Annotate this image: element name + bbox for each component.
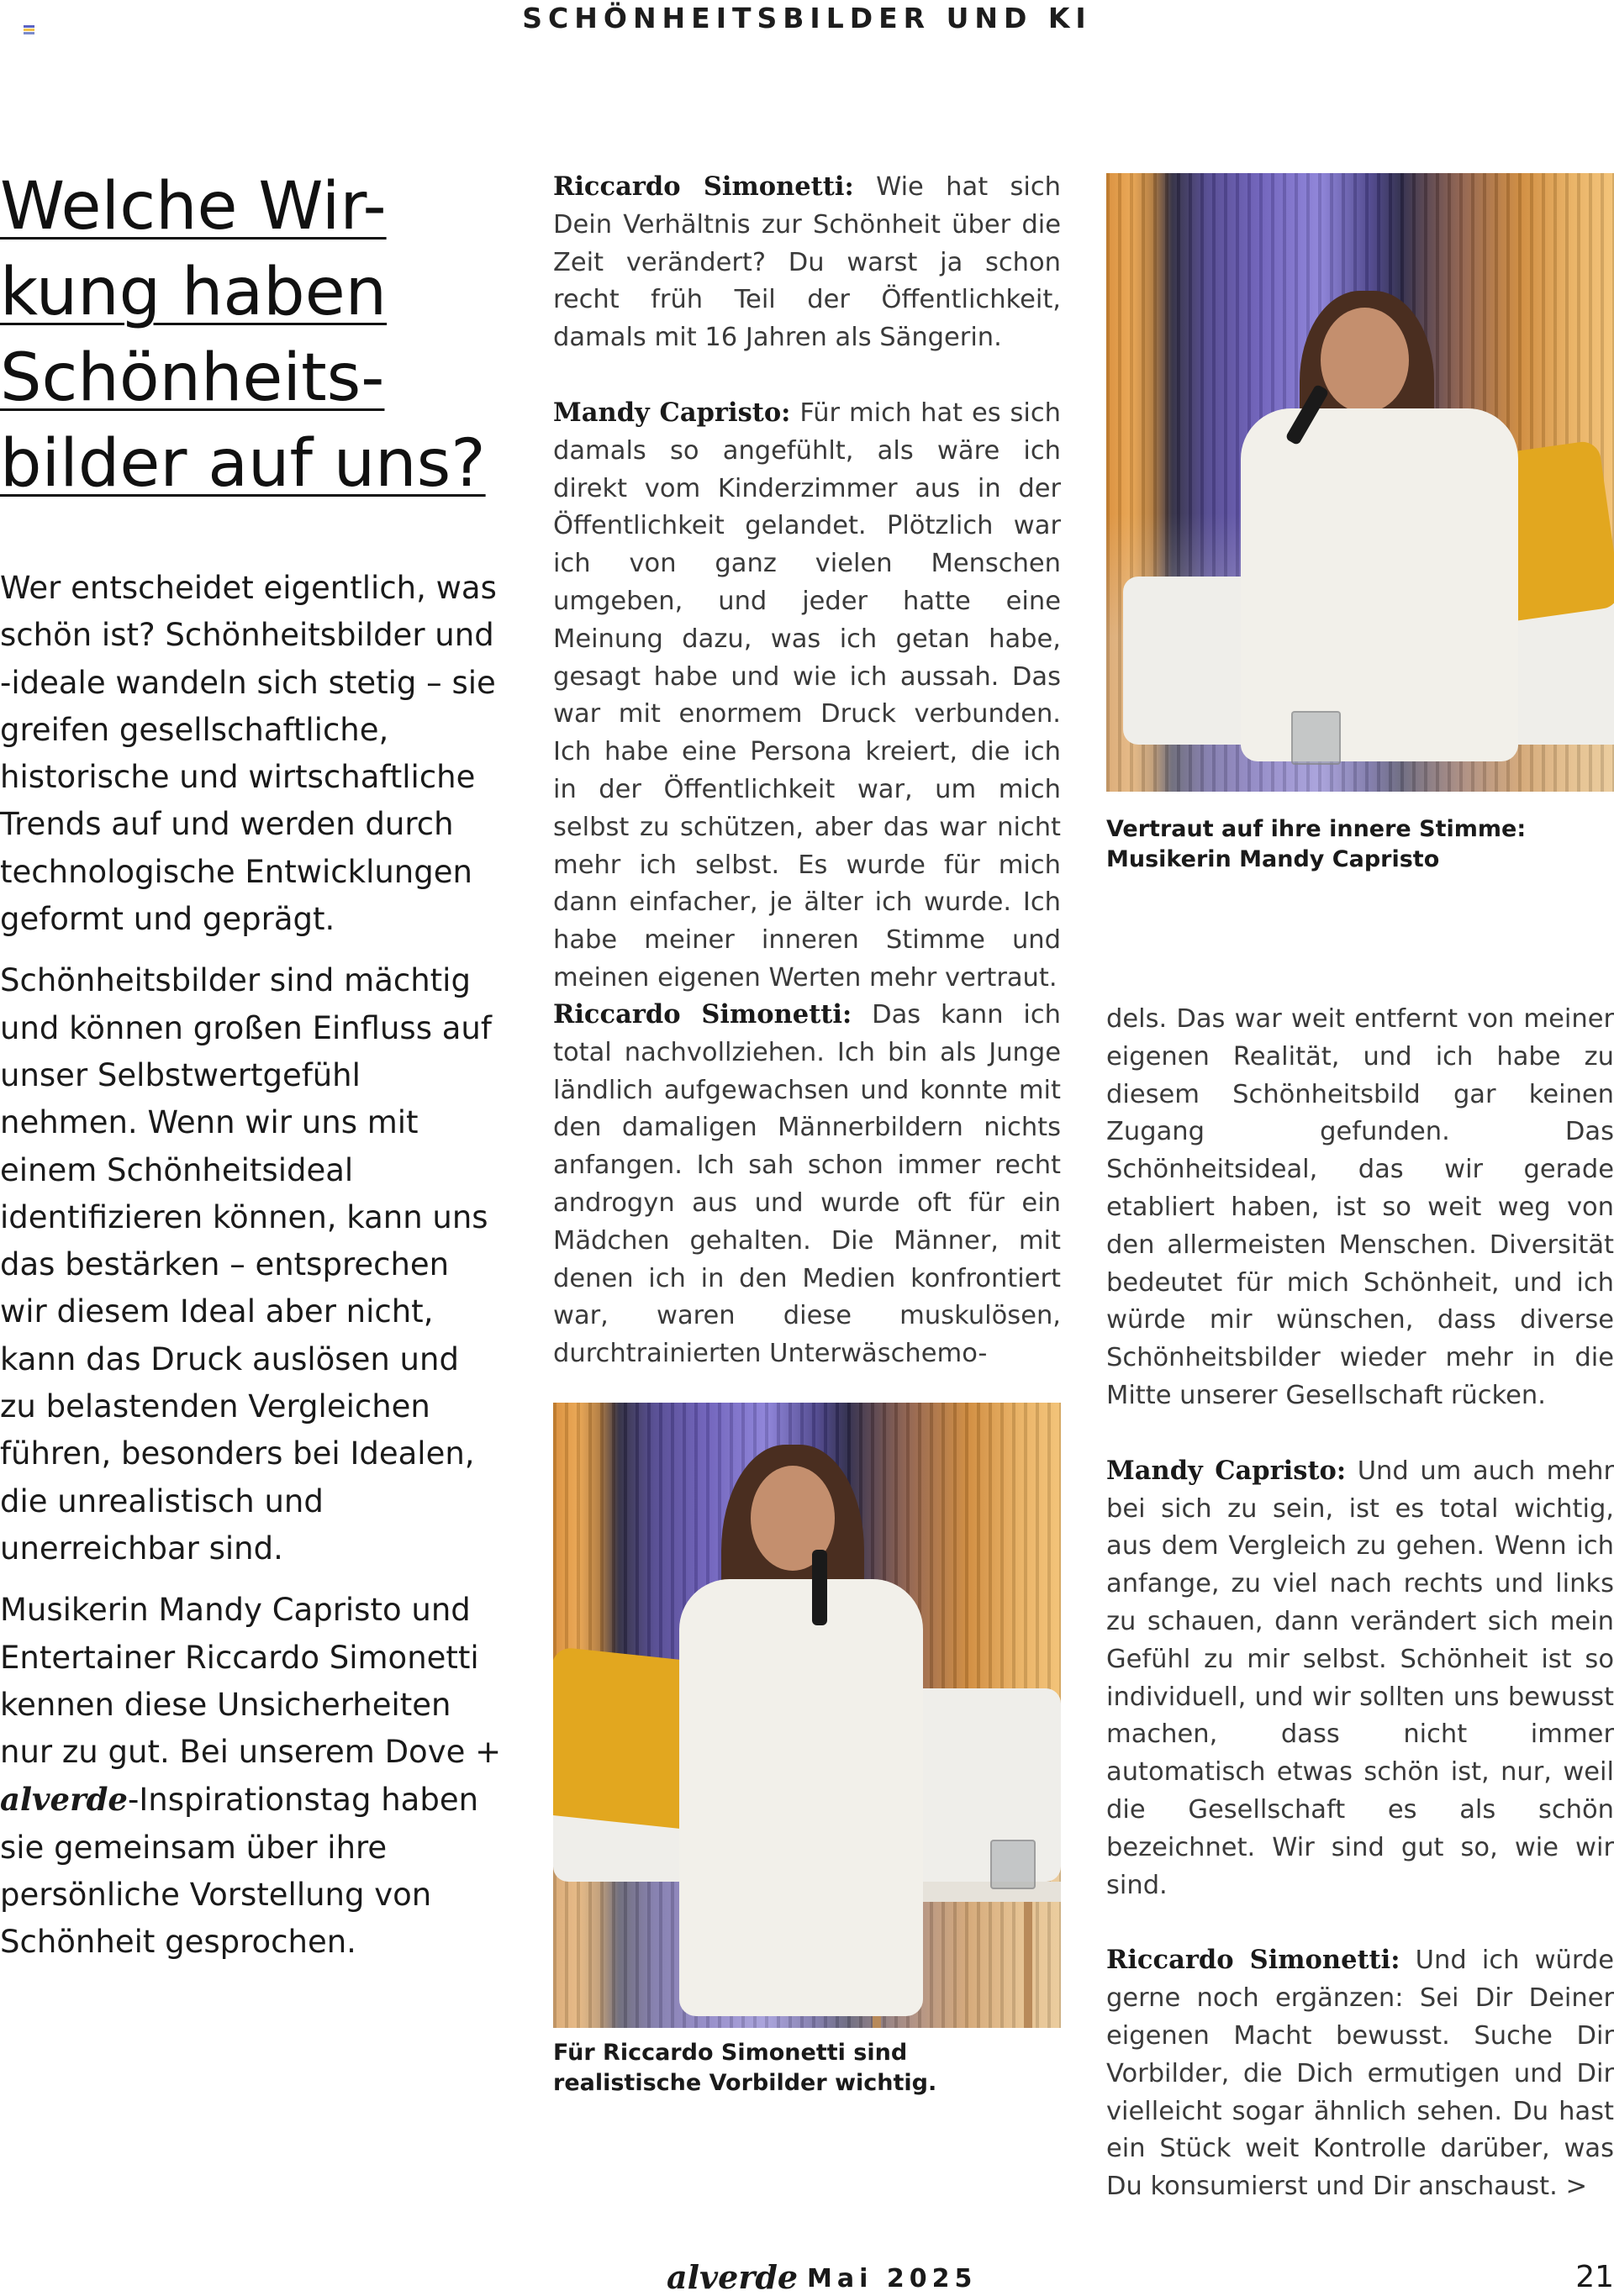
- footer-issue-date: Mai 2025: [807, 2264, 978, 2293]
- speaker-name: Mandy Capristo:: [553, 397, 791, 428]
- speaker-name: Riccardo Simonetti:: [553, 171, 854, 202]
- headline-line: bilder auf uns?: [0, 426, 486, 502]
- dress-shape: [1241, 408, 1518, 761]
- answer-text: dels. Das war weit entfernt von meiner eigenen Realität, und ich habe zu diesem Schönheitsbild gar keinen Zugang gefunden. Das Schönheitsideal, das wir gerade etabliert haben, ist so weit weg von den allermeisten Menschen. Diversität bedeutet für mich Schönheit, und ich würde mir wünschen, dass diverse Schönheitsbilder wieder mehr in die Mitte unserer Gesellschaft rücken.: [1106, 1004, 1614, 1410]
- interview-answer: [1106, 1452, 1614, 1905]
- photo-caption: Für Riccardo Simonetti sind realistische Vorbilder wichtig.: [553, 2040, 937, 2096]
- answer-text: Und um auch mehr bei sich zu sein, ist es total wichtig, aus dem Vergleich zu gehen. Wenn ich anfange, zu viel nach rechts und links zu schauen, dann verändert sich mein Gefühl zu mir selbst. Schönheit ist so individuell, und wir sollten uns bewusst machen, dass nicht immer automatisch etwas schön ist, nur, weil die Gesellschaft es als schön bezeichnet. Wir sind gut so, wie wir sind.: [1106, 1456, 1614, 1900]
- head-shape: [1321, 308, 1409, 413]
- glass-shape: [1291, 711, 1341, 765]
- intro-text-segment: -Inspirationstag haben sie gemeinsam über ihre persönliche Vorstellung von Schönheit gesprochen.: [0, 1782, 479, 1961]
- speaker-name: Riccardo Simonetti:: [1106, 1945, 1400, 1976]
- speaker-name: Riccardo Simonetti:: [553, 999, 852, 1030]
- article-headline: [0, 164, 504, 507]
- intro-paragraph: Wer entscheidet eigentlich, was schön ist? Schönheitsbilder und -ideale wandeln sich stetig – sie greifen gesellschaftliche, historische und wirtschaftliche Trends auf und werden durch technologische Entwicklungen geformt und geprägt.: [0, 570, 497, 938]
- section-header: SCHÖNHEITSBILDER UND KI: [522, 2, 1092, 34]
- microphone-shape: [812, 1550, 827, 1625]
- page-number: 21: [1575, 2260, 1614, 2294]
- answer-text: Und ich würde gerne noch ergänzen: Sei Dir Deiner eigenen Macht bewusst. Suche Dir Vorbilder, die Dich ermutigen und Dir vielleicht sogar ähnlich sehen. Du hast ein Stück weit Kontrolle darüber, was Du konsumierst und Dir anschaust. >: [1106, 1946, 1614, 2202]
- headline-line: Schönheits-: [0, 340, 385, 416]
- intro-paragraph: [0, 1587, 504, 1966]
- interview-answer: [1106, 1941, 1614, 2206]
- table-leg: [1024, 1902, 1032, 2028]
- interview-column-middle-top: [553, 168, 1061, 1035]
- headline-line: Welche Wir-: [0, 169, 387, 245]
- suit-shape: [679, 1579, 923, 2016]
- glass-shape: [990, 1840, 1036, 1889]
- interview-answer: [1106, 1001, 1614, 1415]
- answer-text: Für mich hat es sich damals so angefühlt, als wäre ich direkt vom Kinderzimmer aus in der Öffentlichkeit gelandet. Plötzlich war ich von ganz vielen Menschen umgeben, und jeder hatte eine Meinung dazu, was ich getan habe, gesagt habe und wie ich aussah. Das war mit enormem Druck verbunden. Ich habe eine Persona kreiert, die ich in der Öffentlichkeit war, um mich selbst zu schützen, aber das war nicht mehr ich selbst. Es wurde für mich dann einfacher, je älter ich wurde. Ich habe meiner inneren Stimme und meinen eigenen Werten mehr vertraut.: [553, 398, 1061, 993]
- interview-answer: [553, 168, 1061, 357]
- interview-answer: [553, 394, 1061, 998]
- headline-line: kung haben: [0, 255, 388, 330]
- footer-brand-logo: alverde: [667, 2258, 799, 2296]
- speaker-name: Mandy Capristo:: [1106, 1455, 1347, 1486]
- answer-text: Das kann ich total nachvollziehen. Ich bin als Junge ländlich aufgewachsen und konnte mit den damaligen Männerbildern nichts anfangen. Ich sah schon immer recht androgyn aus und wurde oft für ein Mädchen gehalten. Die Männer, mit denen ich in den Medien konfrontiert war, waren diese muskulösen, durchtrainierten Unterwäschemo-: [553, 1000, 1061, 1369]
- interview-column-middle-bottom: [553, 996, 1061, 1410]
- interview-answer: [553, 996, 1061, 1373]
- brand-name: alverde: [0, 1781, 128, 1819]
- interview-column-right: [1106, 1001, 1614, 2243]
- intro-text-segment: Musikerin Mandy Capristo und Entertainer Riccardo Simonetti kennen diese Unsicherheiten nur zu gut. Bei unserem Dove +: [0, 1592, 502, 1771]
- answer-text: Wie hat sich Dein Verhältnis zur Schönheit über die Zeit verändert? Du warst ja schon recht früh Teil der Öffentlichkeit, damals mit 16 Jahren als Sängerin.: [553, 172, 1061, 353]
- intro-paragraph: Schönheitsbilder sind mächtig und können großen Einfluss auf unser Selbstwertgefühl nehmen. Wenn wir uns mit einem Schönheitsideal identifizieren können, kann uns das bestärken – entsprechen wir diesem Ideal aber nicht, kann das Druck auslösen und zu belastenden Vergleichen führen, besonders bei Idealen, die unrealistisch und unerreichbar sind.: [0, 962, 492, 1567]
- photo-caption: Vertraut auf ihre innere Stimme: Musikerin Mandy Capristo: [1106, 816, 1527, 872]
- photo-riccardo-simonetti: [553, 1403, 1061, 2028]
- photo-mandy-capristo: [1106, 173, 1614, 792]
- intro-text: [0, 565, 504, 1981]
